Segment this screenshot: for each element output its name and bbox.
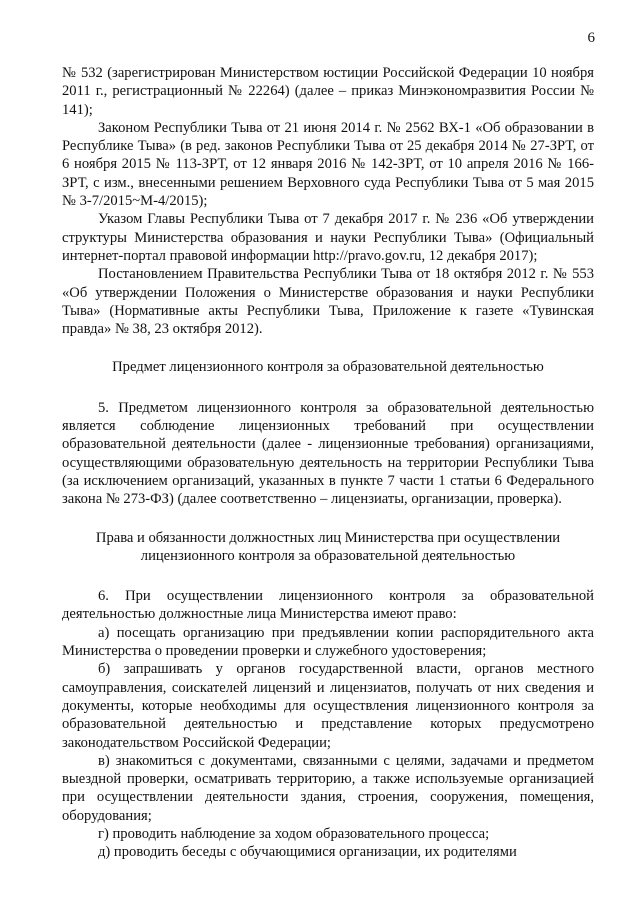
section-heading-subject: Предмет лицензионного контроля за образовательной деятельностью xyxy=(112,359,544,376)
list-item-d: д) проводить беседы с обучающимися организации, их родителями xyxy=(98,844,517,861)
paragraph-law-education: Законом Республики Тыва от 21 июня 2014 г. № 2562 ВХ-1 «Об образовании в Республике Тыва» (в ред. законов Республики Тыва от 25 декабря 2014 № 27-ЗРТ, от 6 ноября 2015 № 113-ЗРТ, от 12 января 2016 № 142-ЗРТ, от 10 апреля 2016 № 166-ЗРТ, с изм., внесенными решением Верховного суда Республики Тыва от 5 мая 2015 № 3-7/2015~М-4/2015); xyxy=(62,119,594,210)
paragraph-5: 5. Предметом лицензионного контроля за образовательной деятельностью является соблюдение лицензионных требований при осуществлении образовательной деятельности (далее - лицензионные требования) организациями, осуществляющими образовательную деятельность на территории Республики Тыва (за исключением организаций, указанных в пункте 7 части 1 статьи 6 Федерального закона № 273-ФЗ) (далее соответственно – лицензиаты, организации, проверка). xyxy=(62,399,594,508)
list-item-v: в) знакомиться с документами, связанными с целями, задачами и предметом выездной проверки, осматривать территорию, а также используемые организацией при осуществлении деятельности здания, строения, сооружения, помещения, оборудования; xyxy=(62,752,594,824)
section-heading-rights-line2: лицензионного контроля за образовательной деятельностью xyxy=(140,547,516,564)
page-number: 6 xyxy=(587,30,595,46)
list-item-g: г) проводить наблюдение за ходом образовательного процесса; xyxy=(98,825,490,842)
paragraph-decree-structure: Указом Главы Республики Тыва от 7 декабря 2017 г. № 236 «Об утверждении структуры Министерства образования и науки Республики Тыва» (Официальный интернет-портал правовой информации http://pravo.gov.ru, 12 декабря 2017); xyxy=(62,211,594,264)
document-body xyxy=(62,64,594,862)
section-heading-rights xyxy=(62,529,594,566)
list-item-b: б) запрашивать у органов государственной власти, органов местного самоуправления, соискателей лицензий и лицензиатов, получать от них сведения и документы, которые необходимы для осуществления лицензионного контроля за образовательной деятельностью и представление которых предусмотрено законодательством Российской Федерации; xyxy=(62,661,594,751)
paragraph-government-resolution: Постановлением Правительства Республики Тыва от 18 октября 2012 г. № 553 «Об утверждении Положения о Министерстве образования и науки Республики Тыва» (Нормативные акты Республики Тыва, Приложение к газете «Тувинская правда» № 38, 23 октября 2012). xyxy=(62,266,594,338)
paragraph-6: 6. При осуществлении лицензионного контроля за образовательной деятельностью должностные лица Министерства имеют право: xyxy=(62,588,594,623)
section-heading-rights-line1: Права и обязанности должностных лиц Министерства при осуществлении xyxy=(95,529,561,546)
list-item-a: а) посещать организацию при предъявлении копии распорядительного акта Министерства о проведении проверки и служебного удостоверения; xyxy=(62,624,594,660)
paragraph-top-continuation: № 532 (зарегистрирован Министерством юстиции Российской Федерации 10 ноября 2011 г., регистрационный № 22264) (далее – приказ Минэкономразвития России № 141); xyxy=(62,65,594,118)
